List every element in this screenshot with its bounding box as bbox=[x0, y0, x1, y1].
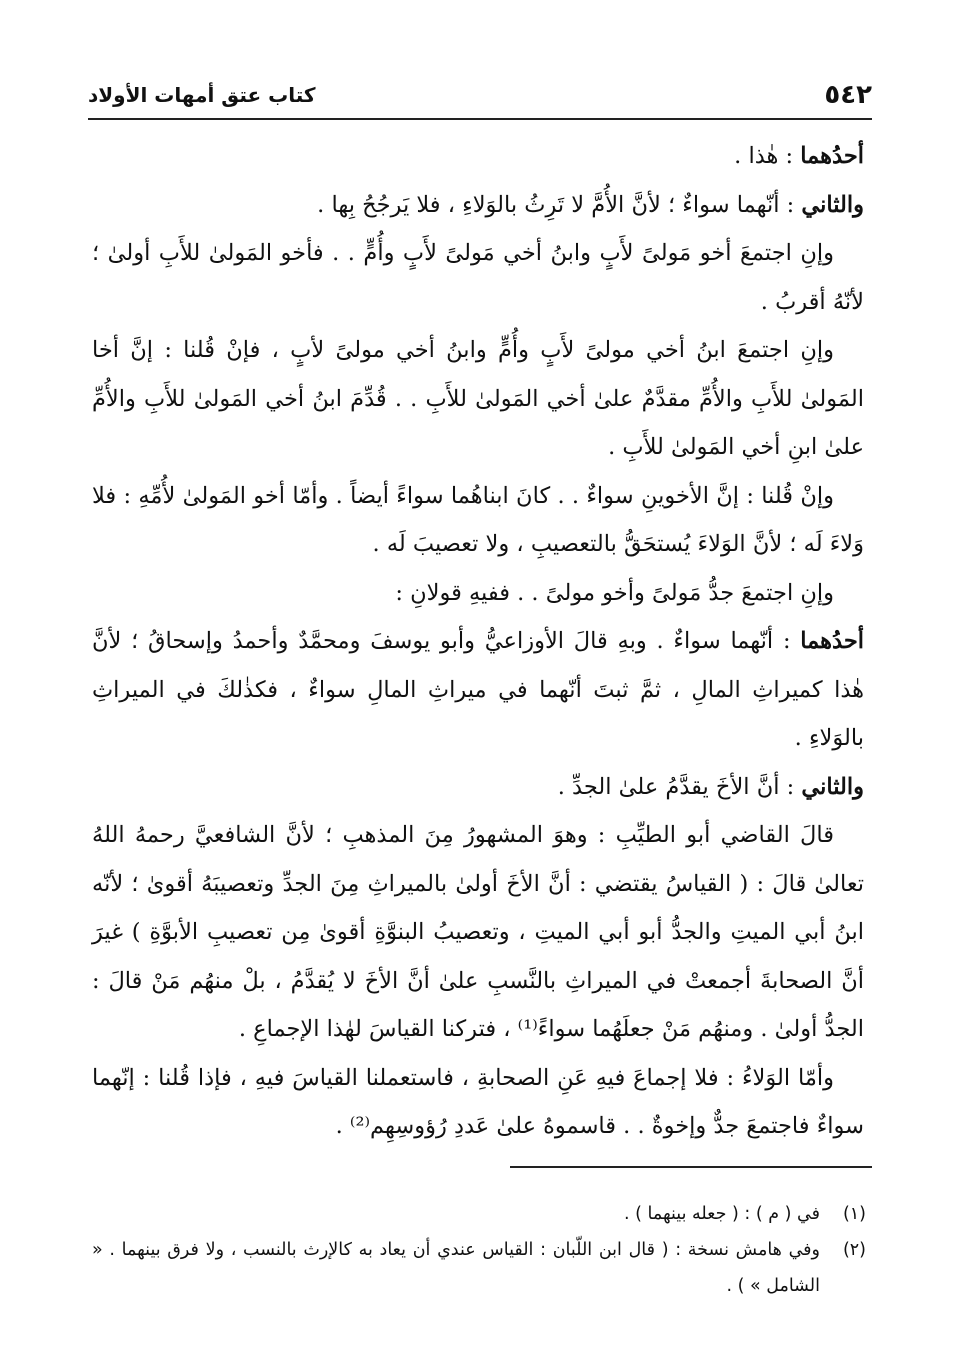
paragraph-text: : أنّهما سواءٌ ؛ لأنَّ الأُمَّ لا تَرِثُ بالوَلاءِ ، فلا يَرجُحُ بِها . bbox=[317, 191, 795, 218]
paragraph bbox=[92, 617, 864, 763]
page-header bbox=[88, 78, 872, 112]
paragraph-text: قالَ القاضي أبو الطيِّبِ : وهوَ المشهورُ مِنَ المذهبِ ؛ لأنَّ الشافعيَّ رحمهُ اللهُ تعالىٰ قالَ : ( القياسُ يقتضي : أنَّ الأخَ أولىٰ بالميراثِ مِنَ الجدِّ وتعصيبَهُ أقوىٰ ؛ لأنّه ابنُ أبي الميتِ والجدُّ أبو أبي الميتِ ، وتعصيبُ البنوَّةِ أقوىٰ مِن تعصيبِ الأبوَّةِ ) غيرَ أنَّ الصحابةَ أجمعتْ في الميراثِ بالنَّسبِ علىٰ أنَّ الأخَ لا يُقدَّمُ ، بلْ منهُم مَنْ قالَ : الجدُّ أولىٰ . ومنهُم مَنْ جعلَهُما سواءً⁽¹⁾ ، فتركنا القياسَ لهٰذا الإجماعِ . bbox=[92, 822, 864, 1042]
footnote-number: (١) bbox=[842, 1204, 866, 1224]
paragraph-text: : أنَّ الأخَ يقدَّمُ علىٰ الجدِّ . bbox=[557, 773, 795, 800]
header-rule bbox=[88, 118, 872, 120]
paragraph bbox=[92, 132, 864, 181]
paragraph bbox=[92, 326, 864, 472]
paragraph-lead: والثاني bbox=[801, 191, 864, 218]
paragraph-text: وأمّا الوَلاءُ : فلا إجماعَ فيهِ عَنِ الصحابةِ ، فاستعملنا القياسَ فيهِ ، فإذا قُلنا : إنّهما سواءٌ فاجتمعَ جدٌّ وإخوةٌ . . قاسموهُ علىٰ عَددِ رُؤوسِهِم⁽²⁾ . bbox=[92, 1064, 864, 1139]
paragraph-text: وإنْ قُلنا : إنَّ الأخوينِ سواءٌ . . كانَ ابناهُما سواءً أيضاً . وأمّا أخو المَولىٰ لأُمِّهِ : فلا وَلاءَ لَه ؛ لأنَّ الوَلاءَ يُستحَقُّ بالتعصيبِ ، ولا تعصيبَ لَه . bbox=[92, 482, 864, 557]
paragraph-lead: أحدُهما bbox=[800, 143, 864, 169]
paragraph-text: وإنِ اجتمعَ ابنُ أخي مولىً لأَبٍ وأُمٍّ وابنُ أخي مولىً لأبٍ ، فإنْ قُلنا : إنَّ أخا المَولىٰ للأَبِ والأُمِّ مقدَّمٌ علىٰ أخي المَولىٰ للأَبِ . . قُدِّمَ ابنُ أخي المَولىٰ للأَبِ والأُمِّ علىٰ ابنِ أخي المَولىٰ للأَبِ . bbox=[92, 337, 864, 460]
paragraph-text: : هٰذا . bbox=[734, 143, 794, 169]
running-title: كتاب عتق أمهات الأولاد bbox=[88, 83, 316, 107]
paragraph bbox=[92, 1054, 864, 1151]
paragraph-lead: والثاني bbox=[801, 773, 864, 800]
footnote-rule bbox=[510, 1166, 872, 1168]
footnotes bbox=[92, 1196, 866, 1304]
paragraph bbox=[92, 229, 864, 326]
paragraph bbox=[92, 472, 864, 569]
page-number: ٥٤٢ bbox=[824, 80, 872, 110]
footnote-text: وفي هامش نسخة : ( قال ابن اللّبان : القياس عندي أن يعاد به كالإرث بالنسب ، ولا فرق بينهما . « الشامل » ) . bbox=[92, 1240, 820, 1296]
paragraph bbox=[92, 181, 864, 230]
paragraph bbox=[92, 569, 864, 618]
paragraph bbox=[92, 811, 864, 1054]
footnote-text: في ( م ) : ( جعله بينهما ) . bbox=[623, 1204, 820, 1224]
paragraph-lead: أحدُهما bbox=[800, 628, 864, 654]
footnote-number: (٢) bbox=[842, 1240, 866, 1260]
paragraph-text: وإنِ اجتمعَ جدُّ مَولىً وأخو مولىً . . ففيهِ قولانِ : bbox=[395, 579, 834, 606]
paragraph-text: وإنِ اجتمعَ أخو مَولىً لأَبٍ وابنُ أخي مَولىً لأَبٍ وأُمٍّ . . فأخو المَولىٰ للأَبِ أولىٰ ؛ لأنّهُ أقربُ . bbox=[92, 240, 864, 315]
paragraph bbox=[92, 763, 864, 812]
main-text bbox=[92, 132, 864, 1151]
paragraph-text: : أنّهما سواءٌ . وبهِ قالَ الأوزاعيُّ وأبو يوسفَ ومحمَّدٌ وأحمدُ وإسحاقُ ؛ لأنَّ هٰذا كميراثِ المالِ ، ثمَّ ثبتَ أنّهما في ميراثِ المالِ سواءٌ ، فكذٰلكَ في الميراثِ بالوَلاءِ . bbox=[92, 628, 864, 751]
footnote bbox=[92, 1232, 866, 1304]
footnote bbox=[92, 1196, 866, 1232]
